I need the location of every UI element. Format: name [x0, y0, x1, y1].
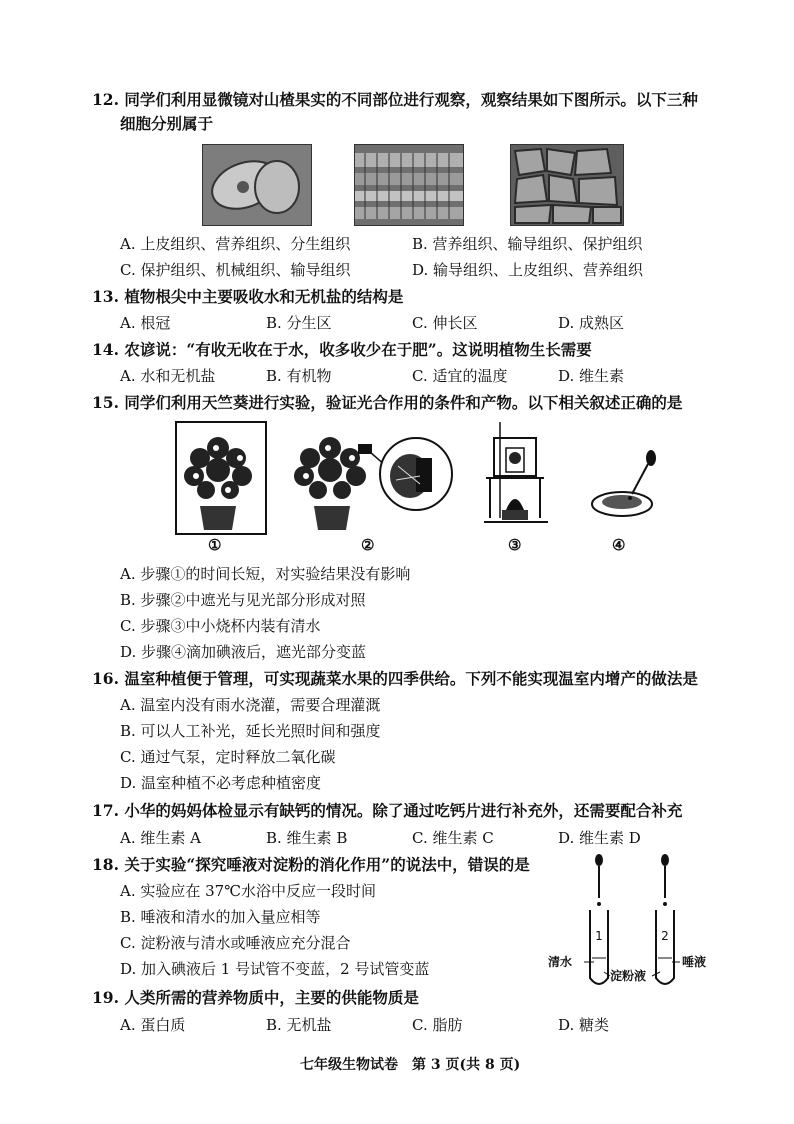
- dropper-2: [661, 854, 669, 906]
- q12-option-d: D. 输导组织、上皮组织、营养组织: [412, 261, 644, 279]
- micrograph-cell-2: [354, 144, 464, 226]
- tube-2-label: 2: [661, 929, 669, 943]
- q16-option-d: D. 温室种植不必考虑种植密度: [120, 774, 322, 792]
- q18-stem: 18. 关于实验“探究唾液对淀粉的消化作用”的说法中，错误的是: [92, 855, 530, 874]
- q18-option-c: C. 淀粉液与清水或唾液应充分混合: [120, 934, 351, 952]
- q19-option-d: D. 糖类: [558, 1016, 610, 1034]
- q15-stem: 15. 同学们利用天竺葵进行实验，验证光合作用的条件和产物。以下相关叙述正确的是: [92, 393, 683, 412]
- q18-option-b: B. 唾液和清水的加入量应相等: [120, 908, 321, 926]
- q15-option-a: A. 步骤①的时间长短，对实验结果没有影响: [120, 565, 411, 583]
- q18-option-a: A. 实验应在 37℃水浴中反应一段时间: [120, 882, 377, 900]
- q14-option-b: B. 有机物: [266, 367, 332, 385]
- q13-option-a: A. 根冠: [120, 314, 171, 332]
- step2-label: ②: [361, 536, 375, 554]
- q12-stem-line2: 细胞分别属于: [120, 114, 214, 133]
- q13-option-c: C. 伸长区: [412, 314, 478, 332]
- q15-option-b: B. 步骤②中遮光与见光部分形成对照: [120, 591, 366, 609]
- micrograph-cell-1: [202, 144, 312, 226]
- q17-option-d: D. 维生素 D: [558, 829, 641, 847]
- q19-option-c: C. 脂肪: [412, 1016, 463, 1034]
- q16-option-c: C. 通过气泵，定时释放二氧化碳: [120, 748, 336, 766]
- q14-option-d: D. 维生素: [558, 367, 625, 385]
- q16-stem: 16. 温室种植便于管理，可实现蔬菜水果的四季供给。下列不能实现温室内增产的做法是: [92, 669, 698, 688]
- step2-plant-illustration: [294, 437, 452, 530]
- q12-option-a: A. 上皮组织、营养组织、分生组织: [120, 235, 351, 253]
- q17-option-b: B. 维生素 B: [266, 829, 348, 847]
- saliva-label: 唾液: [682, 955, 707, 969]
- q15-option-c: C. 步骤③中小烧杯内装有清水: [120, 617, 321, 635]
- q18-option-d: D. 加入碘液后 1 号试管不变蓝，2 号试管变蓝: [120, 960, 430, 978]
- q13-option-d: D. 成熟区: [558, 314, 625, 332]
- q12-stem-line1: 12. 同学们利用显微镜对山楂果实的不同部位进行观察，观察结果如下图所示。以下三种: [92, 90, 698, 109]
- step4-dropper-illustration: [592, 450, 656, 516]
- q12-option-b: B. 营养组织、输导组织、保护组织: [412, 235, 643, 253]
- q14-option-c: C. 适宜的温度: [412, 367, 508, 385]
- dropper-1: [595, 854, 603, 906]
- step4-label: ④: [612, 536, 626, 554]
- q14-stem: 14. 农谚说：“有收无收在于水，收多收少在于肥”。这说明植物生长需要: [92, 340, 592, 359]
- starch-label: 淀粉液: [610, 969, 647, 983]
- q14-option-a: A. 水和无机盐: [120, 367, 216, 385]
- q15-option-d: D. 步骤④滴加碘液后，遮光部分变蓝: [120, 643, 367, 661]
- step3-label: ③: [508, 536, 522, 554]
- q16-option-a: A. 温室内没有雨水浇灌，需要合理灌溉: [120, 696, 381, 714]
- micrograph-cell-3: [510, 144, 624, 226]
- q19-option-b: B. 无机盐: [266, 1016, 332, 1034]
- tube-1-label: 1: [595, 929, 603, 943]
- step3-waterbath-illustration: [484, 422, 548, 522]
- q13-stem: 13. 植物根尖中主要吸收水和无机盐的结构是: [92, 287, 404, 306]
- q17-stem: 17. 小华的妈妈体检显示有缺钙的情况。除了通过吃钙片进行补充外，还需要配合补充: [92, 801, 683, 820]
- q19-stem: 19. 人类所需的营养物质中，主要的供能物质是: [92, 988, 419, 1007]
- water-label: 清水: [548, 955, 573, 969]
- q19-option-a: A. 蛋白质: [120, 1016, 186, 1034]
- q13-option-b: B. 分生区: [266, 314, 332, 332]
- q15-experiment-figure: [170, 418, 690, 538]
- step1-plant-illustration: [176, 422, 266, 534]
- q12-option-c: C. 保护组织、机械组织、输导组织: [120, 261, 351, 279]
- page-footer: 七年级生物试卷 第 3 页(共 8 页): [300, 1057, 521, 1073]
- test-tubes-figure: [548, 850, 728, 1000]
- q17-option-a: A. 维生素 A: [120, 829, 201, 847]
- step1-label: ①: [208, 536, 222, 554]
- q17-option-c: C. 维生素 C: [412, 829, 494, 847]
- q16-option-b: B. 可以人工补光，延长光照时间和强度: [120, 722, 381, 740]
